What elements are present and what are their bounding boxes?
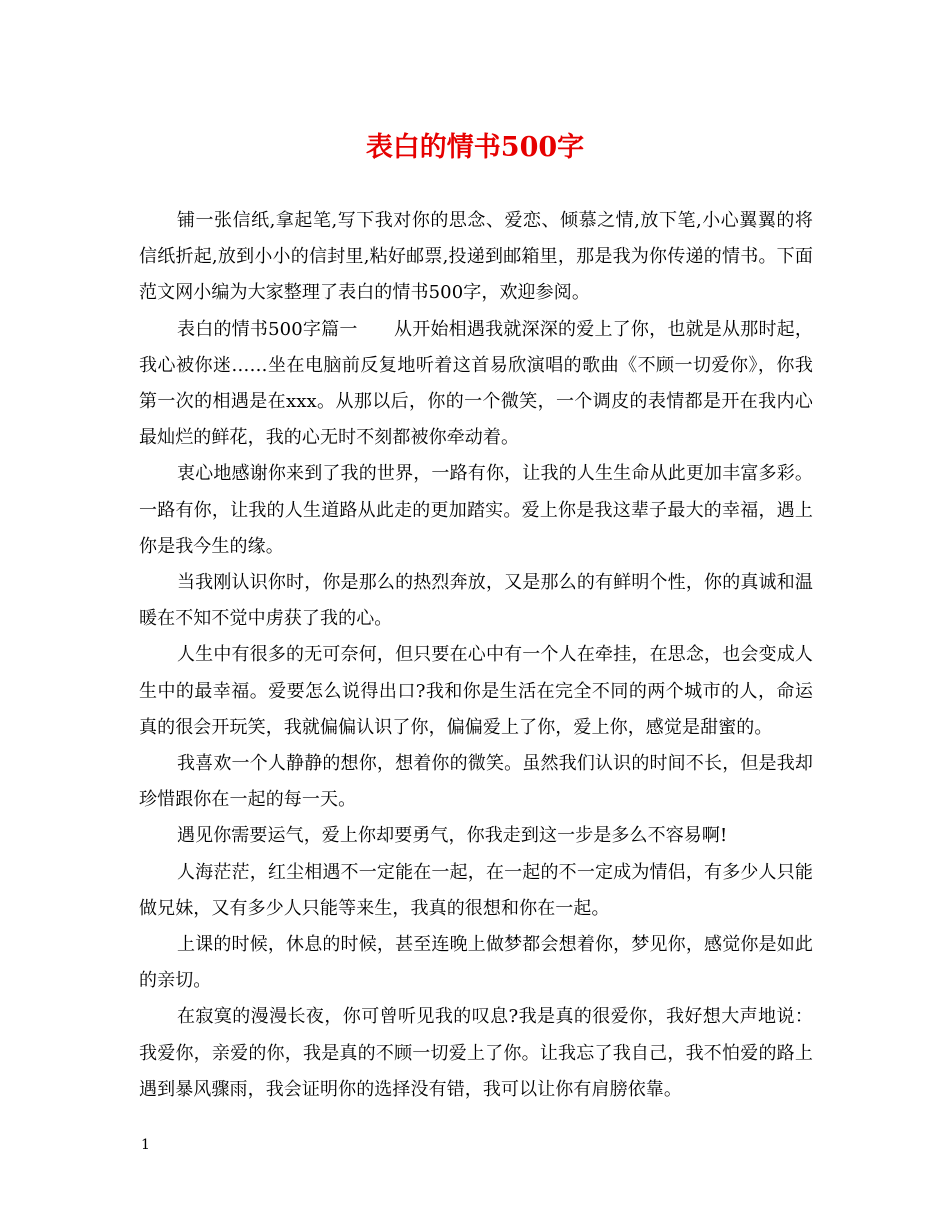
paragraph-gratitude: 衷心地感谢你来到了我的世界，一路有你，让我的人生生命从此更加丰富多彩。一路有你，让我的人生道路从此走的更加踏实。爱上你是我这辈子最大的幸福，遇上你是我今生的缘。 bbox=[139, 463, 813, 557]
paragraph-first-meeting: 当我刚认识你时，你是那么的热烈奔放，又是那么的有鲜明个性，你的真诚和温暖在不知不觉中虏获了我的心。 bbox=[139, 572, 813, 630]
paragraph-article-one: 表白的情书500字篇一 从开始相遇我就深深的爱上了你，也就是从那时起，我心被你迷……坐在电脑前反复地听着这首易欣演唱的歌曲《不顾一切爱你》，你我第一次的相遇是在xxx。从那以后，你的一个微笑，一个调皮的表情都是开在我内心最灿烂的鲜花，我的心无时不刻都被你牵动着。 bbox=[139, 318, 813, 449]
document-title: 表白的情书500字 bbox=[365, 132, 585, 163]
document-body bbox=[139, 203, 813, 1108]
paragraph-luck-courage: 遇见你需要运气，爱上你却要勇气，你我走到这一步是多么不容易啊! bbox=[177, 825, 728, 847]
paragraph-life: 人生中有很多的无可奈何，但只要在心中有一个人在牵挂，在思念，也会变成人生中的最幸福。爱要怎么说得出口?我和你是生活在完全不同的两个城市的人，命运真的很会开玩笑，我就偏偏认识了你，偏偏爱上了你，爱上你，感觉是甜蜜的。 bbox=[139, 644, 813, 738]
page-number: 1 bbox=[141, 1137, 150, 1153]
paragraph-intro: 铺一张信纸,拿起笔,写下我对你的思念、爱恋、倾慕之情,放下笔,小心翼翼的将信纸折起,放到小小的信封里,粘好邮票,投递到邮箱里，那是我为你传递的情书。下面范文网小编为大家整理了表白的情书500字，欢迎参阅。 bbox=[139, 210, 813, 304]
paragraph-missing-you: 我喜欢一个人静静的想你，想着你的微笑。虽然我们认识的时间不长，但是我却珍惜跟你在一起的每一天。 bbox=[139, 753, 813, 811]
paragraph-lonely-night: 在寂寞的漫漫长夜，你可曾听见我的叹息?我是真的很爱你，我好想大声地说：我爱你，亲爱的你，我是真的不顾一切爱上了你。让我忘了我自己，我不怕爱的路上遇到暴风骤雨，我会证明你的选择没有错，我可以让你有肩膀依靠。 bbox=[139, 1006, 813, 1100]
paragraph-dreams: 上课的时候，休息的时候，甚至连晚上做梦都会想着你，梦见你，感觉你是如此的亲切。 bbox=[139, 934, 813, 992]
paragraph-crowd: 人海茫茫，红尘相遇不一定能在一起，在一起的不一定成为情侣，有多少人只能做兄妹，又有多少人只能等来生，我真的很想和你在一起。 bbox=[139, 861, 813, 919]
